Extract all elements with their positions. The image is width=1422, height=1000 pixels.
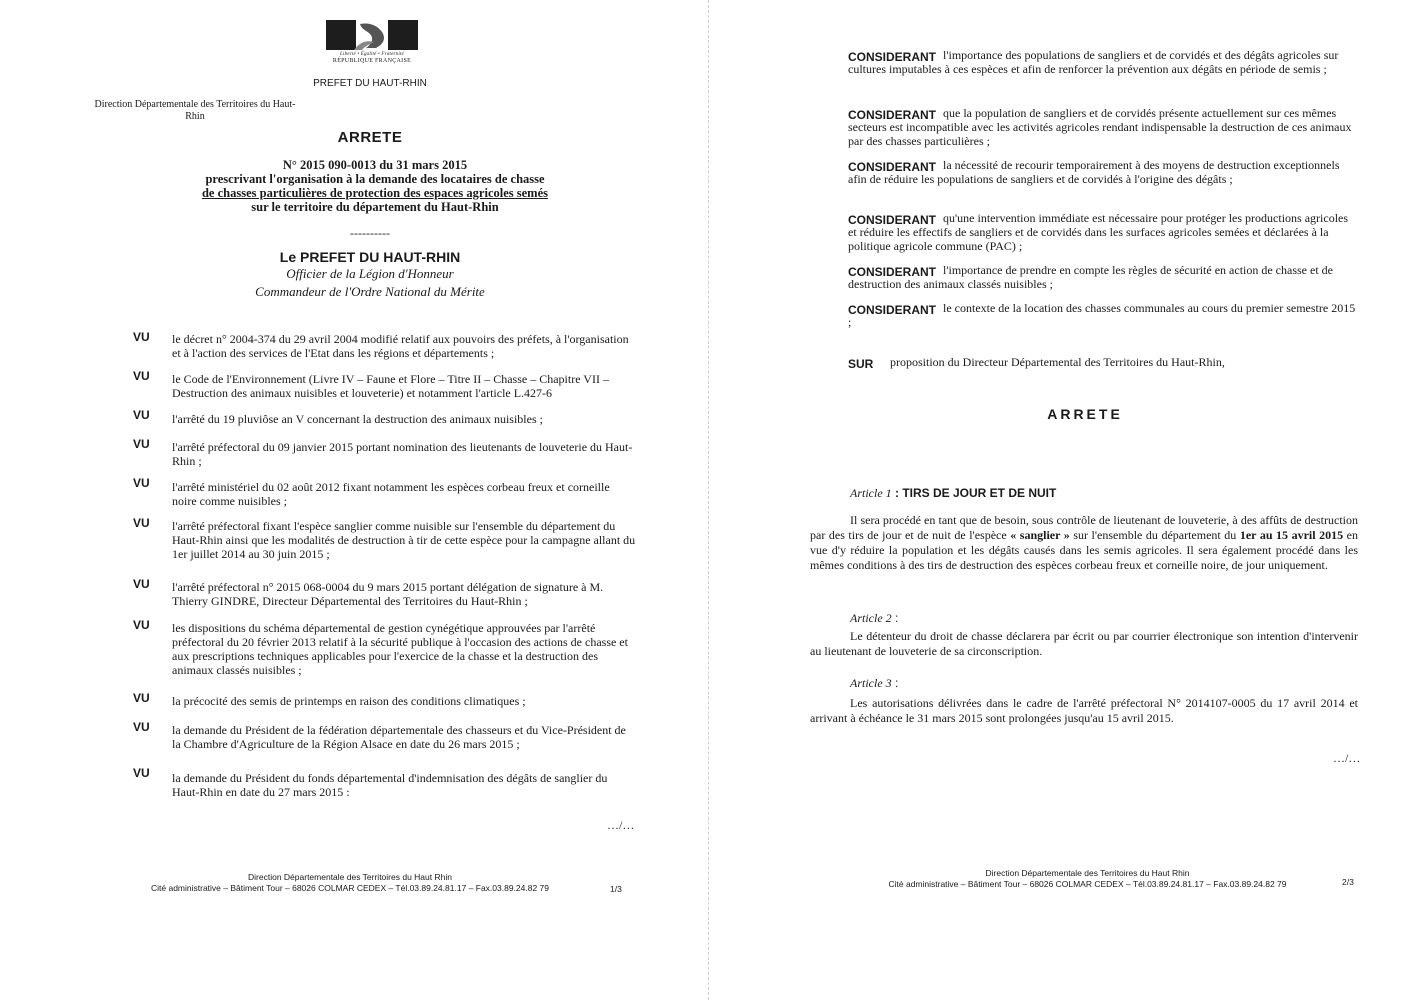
considerant-label: CONSIDERANT xyxy=(848,213,937,227)
article-3-colon: : xyxy=(891,676,899,690)
article-1-title: : TIRS DE JOUR ET DE NUIT xyxy=(891,486,1057,500)
page-2 xyxy=(715,0,1422,1000)
article-1-species: « sanglier » xyxy=(1010,528,1070,542)
article-3-heading xyxy=(850,676,898,691)
considerant-text: la nécessité de recourir temporairement à des moyens de destruction exceptionnels afin de réduire les populations de sangliers et de corvidés à l'origine des dégâts ; xyxy=(848,158,1340,186)
considerant-text: le contexte de la location des chasses communales au cours du premier semestre 2015 ; xyxy=(848,301,1356,329)
article-3-label: Article 3 xyxy=(850,676,892,690)
vu-text: la précocité des semis de printemps en raison des conditions climatiques ; xyxy=(172,694,526,708)
continued-marker: …/… xyxy=(607,818,635,832)
sur-label: SUR xyxy=(848,357,874,371)
page-1 xyxy=(0,0,705,1000)
footer xyxy=(855,868,1320,890)
vu-text: l'arrêté du 19 pluviôse an V concernant la destruction des animaux nuisibles ; xyxy=(172,412,543,426)
republic-name: RÉPUBLIQUE FRANÇAISE xyxy=(332,58,412,64)
footer-address: Cité administrative – Bâtiment Tour – 68026 COLMAR CEDEX – Tél.03.89.24.81.17 – Fax.03.89.24.82 79 xyxy=(888,879,1287,889)
decree-subject-1: prescrivant l'organisation à la demande des locataires de chasse xyxy=(205,172,545,186)
vu-text: l'arrêté ministériel du 02 août 2012 fixant notamment les espèces corbeau freux et corneille noire comme nuisibles ; xyxy=(172,480,610,508)
separator: ---------- xyxy=(350,226,390,240)
vu-label: VU xyxy=(133,437,150,451)
considerant-label: CONSIDERANT xyxy=(848,303,937,317)
page-divider xyxy=(708,0,709,1000)
considerant-label: CONSIDERANT xyxy=(848,50,937,64)
republic-logo xyxy=(326,20,418,64)
vu-text: le Code de l'Environnement (Livre IV – Faune et Flore – Titre II – Chasse – Chapitre VII – Destruction des animaux nuisibles et louveterie) et notamment l'article L.427-6 xyxy=(172,372,609,400)
considerant-label: CONSIDERANT xyxy=(848,265,937,279)
footer-address: Cité administrative – Bâtiment Tour – 68026 COLMAR CEDEX – Tél.03.89.24.81.17 – Fax.03.89.24.82 79 xyxy=(151,883,549,893)
vu-label: VU xyxy=(133,618,150,632)
vu-text: la demande du Président du fonds départemental d'indemnisation des dégâts de sanglier du Haut-Rhin en date du 27 mars 2015 : xyxy=(172,771,608,799)
decree-subject-3: sur le territoire du département du Haut-Rhin xyxy=(251,200,499,214)
decree-number: N° 2015 090-0013 du 31 mars 2015 xyxy=(282,158,468,172)
article-2-text: Le détenteur du droit de chasse déclarera par écrit ou par courrier électronique son intention d'intervenir au lieutenant de louveterie de sa circonscription. xyxy=(810,629,1358,658)
vu-label: VU xyxy=(133,330,150,344)
article-1-heading xyxy=(850,486,1056,501)
footer xyxy=(110,872,590,894)
vu-text: les dispositions du schéma départemental de gestion cynégétique approuvées par l'arrêté préfectoral du 20 février 2013 relatif à la sécurité publique à l'occasion des actions de chasse et aux prescriptions techniques applicables pour l'exercice de la chasse et la destruction des animaux classés nuisibles ; xyxy=(172,621,628,677)
service-name: Direction Départementale des Territoires du Haut-Rhin xyxy=(94,99,296,122)
article-1-dates: 1er au 15 avril 2015 xyxy=(1239,528,1344,542)
prefecture-header: PREFET DU HAUT-RHIN xyxy=(313,78,427,89)
considerant-text: qu'une intervention immédiate est nécessaire pour protéger les productions agricoles et réduire les effectifs de sangliers et de corvidés dans les surfaces agricoles semées et déclarées à la politique agricole commune (PAC) ; xyxy=(848,211,1349,253)
article-2-label: Article 2 xyxy=(850,611,892,625)
republic-motto: Liberté • Égalité • Fraternité xyxy=(340,52,404,57)
prefect-name: Le PREFET DU HAUT-RHIN xyxy=(279,249,461,265)
vu-text: le décret n° 2004-374 du 29 avril 2004 modifié relatif aux pouvoirs des préfets, à l'organisation et à l'action des services de l'Etat dans les régions et départements ; xyxy=(172,332,629,360)
considerant-text: l'importance des populations de sangliers et de corvidés et des dégâts agricoles sur cultures imputables à ces espèces et afin de renforcer la prévention aux dégâts en période de semis ; xyxy=(848,48,1339,76)
considerant-text: que la population de sangliers et de corvidés présente actuellement sur ces mêmes secteurs est incompatible avec les activités agricoles rendant indispensable la destruction de ces animaux par des chasses particulières ; xyxy=(848,106,1352,148)
vu-label: VU xyxy=(133,408,150,422)
article-1-part-3: en vue d'y réduire la population et les dégâts causés dans les semis agricoles. Il sera également procédé dans les mêmes conditions à des tirs de destruction des espèces corbeau freux et corneille noire, de jour uniquement. xyxy=(810,528,1359,572)
vu-label: VU xyxy=(133,516,150,530)
footer-service: Direction Départementale des Territoires du Haut Rhin xyxy=(248,872,452,882)
vu-label: VU xyxy=(133,766,150,780)
decree-heading xyxy=(140,158,610,214)
considerant-label: CONSIDERANT xyxy=(848,108,937,122)
document-title: ARRETE xyxy=(337,129,403,146)
article-1-part-2: sur l'ensemble du département du xyxy=(1069,528,1240,542)
article-1-text xyxy=(810,513,1358,573)
continued-marker: …/… xyxy=(1333,751,1361,765)
considerant-text: l'importance de prendre en compte les règles de sécurité en action de chasse et de destruction des animaux classés nuisibles ; xyxy=(848,263,1333,291)
page-number: 2/3 xyxy=(1342,877,1354,887)
sur-text: proposition du Directeur Départemental des Territoires du Haut-Rhin, xyxy=(890,355,1225,369)
article-3-text: Les autorisations délivrées dans le cadre de l'arrêté préfectoral N° 2014107-0005 du 17 avril 2014 et arrivant à échéance le 31 mars 2015 sont prolongées jusqu'au 15 avril 2015. xyxy=(810,696,1358,725)
decree-subject-2: de chasses particulières de protection des espaces agricoles semés xyxy=(201,186,548,200)
prefect-title-1: Officier de la Légion d'Honneur xyxy=(286,266,454,281)
vu-text: la demande du Président de la fédération départementale des chasseurs et du Vice-Président de la Chambre d'Agriculture de la Région Alsace en date du 26 mars 2015 ; xyxy=(172,723,626,751)
vu-label: VU xyxy=(133,369,150,383)
vu-text: l'arrêté préfectoral fixant l'espèce sanglier comme nuisible sur l'ensemble du département du Haut-Rhin ainsi que les modalités de destruction à tir de cette espèce pour la campagne allant du 1er juillet 2014 au 30 juin 2015 ; xyxy=(172,519,636,561)
page-number: 1/3 xyxy=(610,884,622,894)
considerant-label: CONSIDERANT xyxy=(848,160,937,174)
marianne-logo-icon xyxy=(326,20,418,50)
vu-text: l'arrêté préfectoral n° 2015 068-0004 du 9 mars 2015 portant délégation de signature à M. Thierry GINDRE, Directeur Départemental des Territoires du Haut-Rhin ; xyxy=(172,580,604,608)
footer-service: Direction Départementale des Territoires du Haut Rhin xyxy=(985,868,1190,878)
article-2-heading xyxy=(850,611,898,626)
article-2-colon: : xyxy=(891,611,899,625)
vu-label: VU xyxy=(133,577,150,591)
vu-text: l'arrêté préfectoral du 09 janvier 2015 portant nomination des lieutenants de louveterie du Haut-Rhin ; xyxy=(172,440,633,468)
vu-label: VU xyxy=(133,691,150,705)
article-1-label: Article 1 xyxy=(850,486,892,500)
vu-label: VU xyxy=(133,720,150,734)
article-1-part-1: Il sera procédé en tant que de besoin, sous contrôle de lieutenant de louveterie, à des affûts de destruction par des tirs de jour et de nuit de l'espèce xyxy=(810,513,1358,542)
vu-label: VU xyxy=(133,476,150,490)
prefect-title-2: Commandeur de l'Ordre National du Mérite xyxy=(255,284,485,299)
arrete-heading: ARRETE xyxy=(1047,406,1123,422)
